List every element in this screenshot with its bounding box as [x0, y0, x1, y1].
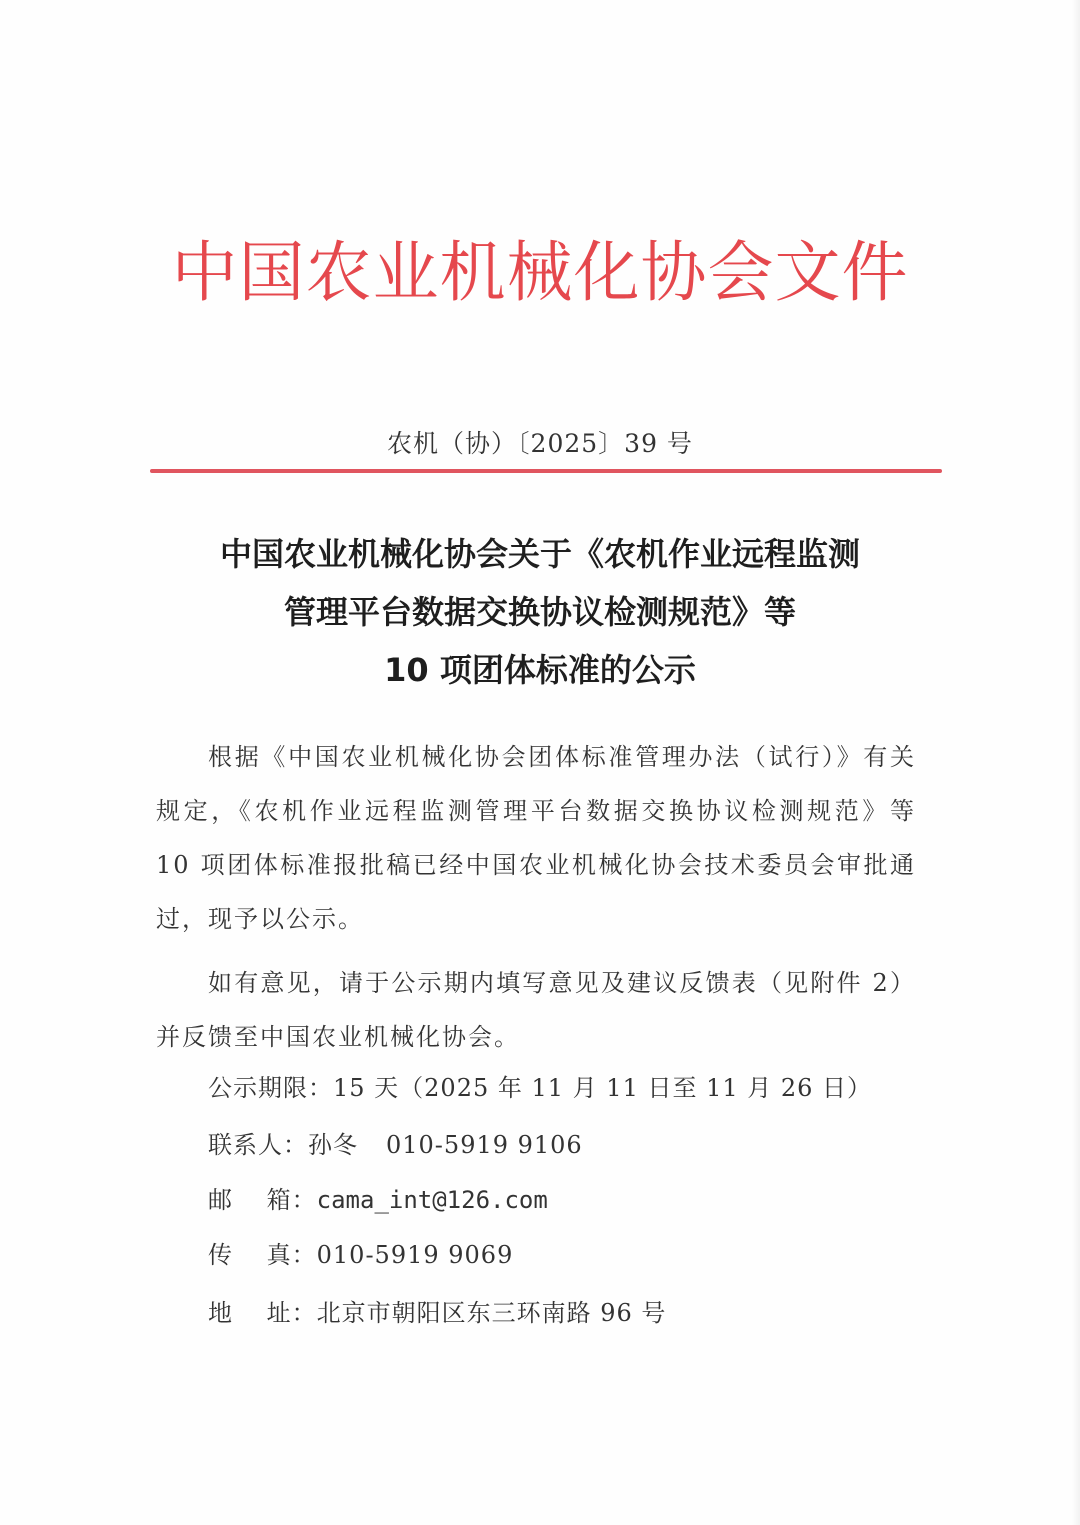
contact-phone: 010-5919 9106 [386, 1131, 583, 1159]
contact-person-label: 联系人： [208, 1131, 308, 1159]
email-label: 邮 箱： [208, 1186, 317, 1214]
contact-person-name: 孙冬 [308, 1131, 358, 1159]
notice-title-line-3: 10 项团体标准的公示 [384, 651, 696, 689]
body-paragraph-2-container [156, 956, 916, 1064]
red-divider-line [150, 469, 942, 473]
contact-fax [208, 1235, 513, 1270]
publicity-period [208, 1068, 872, 1103]
notice-title-line-2: 管理平台数据交换协议检测规范》等 [283, 593, 796, 631]
publicity-period-value: 15 天（2025 年 11 月 11 日至 11 月 26 日） [333, 1074, 873, 1102]
scan-edge-shadow [1072, 0, 1080, 1525]
document-number: 农机（协）〔2025〕39 号 [387, 429, 693, 458]
body-paragraph-2: 如有意见，请于公示期内填写意见及建议反馈表（见附件 2）并反馈至中国农业机械化协会。 [156, 969, 916, 1051]
body-paragraph-1: 根据《中国农业机械化协会团体标准管理办法（试行）》有关规定，《农机作业远程监测管理平台数据交换协议检测规范》等 10 项团体标准报批稿已经中国农业机械化协会技术委员会审批通过，现予以公示。 [156, 743, 916, 933]
address-value: 北京市朝阳区东三环南路 96 号 [316, 1299, 667, 1327]
contact-address [208, 1293, 666, 1328]
body-paragraph-1-container [156, 730, 916, 946]
address-label: 地 址： [208, 1299, 317, 1327]
notice-title-line-1: 中国农业机械化协会关于《农机作业远程监测 [219, 535, 860, 573]
org-document-header: 中国农业机械化协会文件 [171, 234, 909, 311]
fax-value: 010-5919 9069 [316, 1241, 514, 1269]
publicity-period-label: 公示期限： [208, 1074, 333, 1102]
notice-title [0, 525, 1080, 699]
contact-person [208, 1125, 583, 1160]
fax-label: 传 真： [208, 1241, 317, 1269]
contact-email [208, 1180, 548, 1215]
email-value[interactable]: cama_int@126.com [316, 1186, 548, 1214]
